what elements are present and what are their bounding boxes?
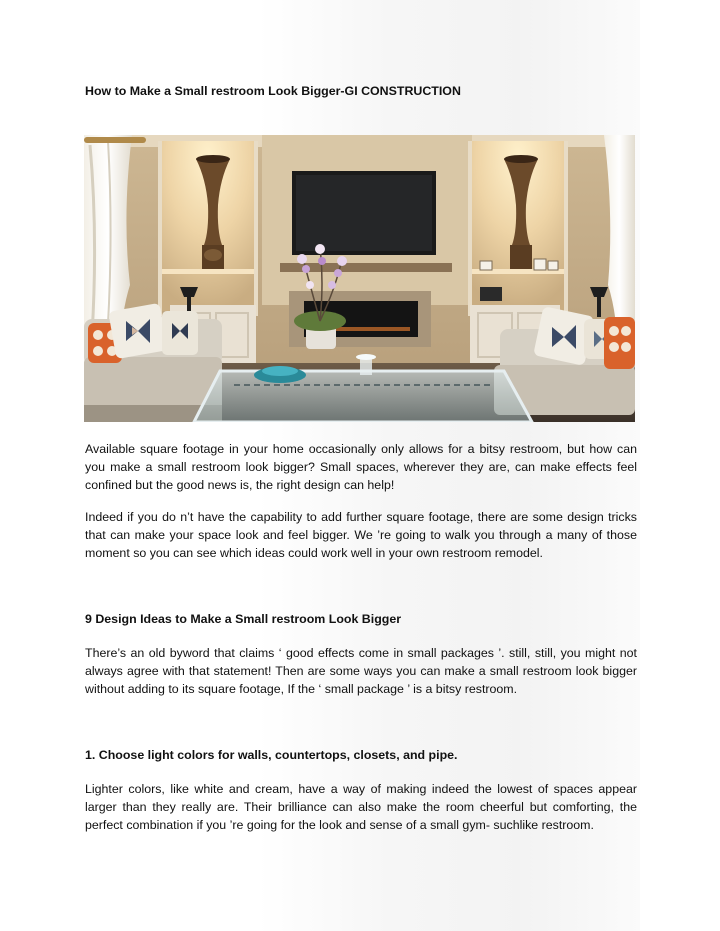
item-heading: 1. Choose light colors for walls, countertops, closets, and pipe.: [85, 748, 458, 762]
section-heading: 9 Design Ideas to Make a Small restroom Look Bigger: [85, 612, 402, 626]
living-room-photo: [84, 135, 635, 422]
design-tricks-paragraph: Indeed if you do n’t have the capability to add further square footage, there are some design tricks that can make your space look and feel bigger. We ’re going to walk you through a many of those moment so you can see which ideas could work well in your own restroom remodel.: [85, 510, 637, 560]
document-title: How to Make a Small restroom Look Bigger-GI CONSTRUCTION: [85, 84, 461, 98]
intro-paragraph: Available square footage in your home occasionally only allows for a bitsy restroom, but how can you make a small restroom look bigger? Small spaces, wherever they are, can make effects feel confined but the good news is, the right design can help!: [85, 442, 637, 492]
item-paragraph: Lighter colors, like white and cream, have a way of making indeed the lowest of spaces appear larger than they really are. Their brilliance can also make the room cheerful but comforting, the perfect combination if you ’re going for the look and sense of a small gym- suchlike restroom.: [85, 782, 637, 832]
section-paragraph: There’s an old byword that claims ‘ good effects come in small packages ’. still, still, you might not always agree with that statement! Then are some ways you can make a small restroom look bigger without adding to its square footage, If the ‘ small package ’ is a bitsy restroom.: [85, 646, 637, 696]
